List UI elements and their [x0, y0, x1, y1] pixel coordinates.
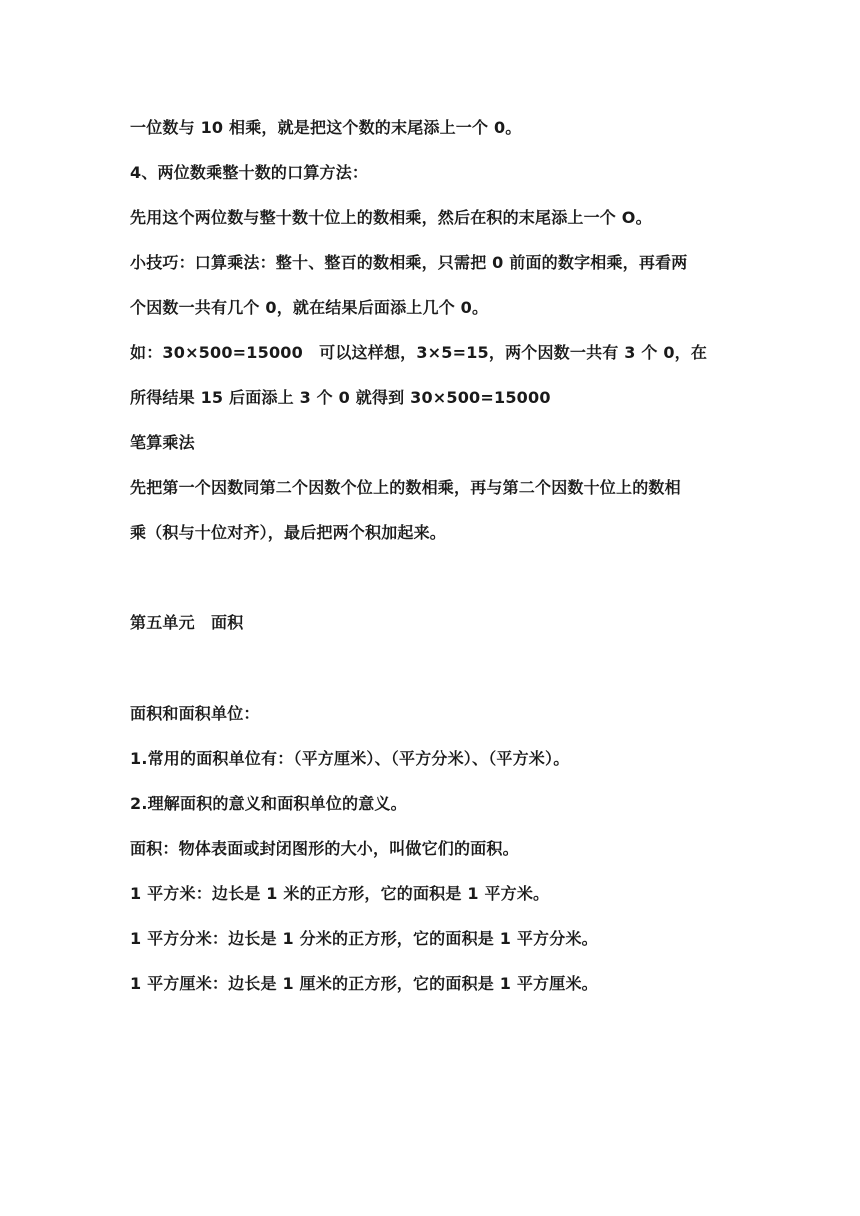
text-line: 1 平方分米：边长是 1 分米的正方形，它的面积是 1 平方分米。 — [130, 929, 598, 948]
text-line: 面积：物体表面或封闭图形的大小，叫做它们的面积。 — [130, 839, 519, 858]
text-line: 先把第一个因数同第二个因数个位上的数相乘，再与第二个因数十位上的数相 — [130, 478, 681, 497]
text-line: 先用这个两位数与整十数十位上的数相乘，然后在积的末尾添上一个 O。 — [130, 208, 652, 227]
text-line: 个因数一共有几个 0，就在结果后面添上几个 0。 — [130, 298, 489, 317]
text-line: 1.常用的面积单位有：（平方厘米）、（平方分米）、（平方米）。 — [130, 749, 570, 768]
text-line: 2.理解面积的意义和面积单位的意义。 — [130, 794, 407, 813]
text-line: 所得结果 15 后面添上 3 个 0 就得到 30×500=15000 — [130, 388, 551, 407]
section-heading: 面积和面积单位： — [130, 704, 260, 723]
section-heading: 4、两位数乘整十数的口算方法： — [130, 163, 369, 182]
text-line: 1 平方米：边长是 1 米的正方形，它的面积是 1 平方米。 — [130, 884, 550, 903]
text-line: 如：30×500=15000 可以这样想，3×5=15，两个因数一共有 3 个 0，在 — [130, 343, 708, 362]
section-heading: 笔算乘法 — [130, 433, 195, 452]
text-line: 一位数与 10 相乘，就是把这个数的末尾添上一个 0。 — [130, 118, 522, 137]
text-line: 小技巧：口算乘法：整十、整百的数相乘，只需把 0 前面的数字相乘，再看两 — [130, 253, 688, 272]
unit-heading: 第五单元 面积 — [130, 613, 244, 632]
text-line: 1 平方厘米：边长是 1 厘米的正方形，它的面积是 1 平方厘米。 — [130, 974, 598, 993]
text-line: 乘（积与十位对齐），最后把两个积加起来。 — [130, 523, 447, 542]
